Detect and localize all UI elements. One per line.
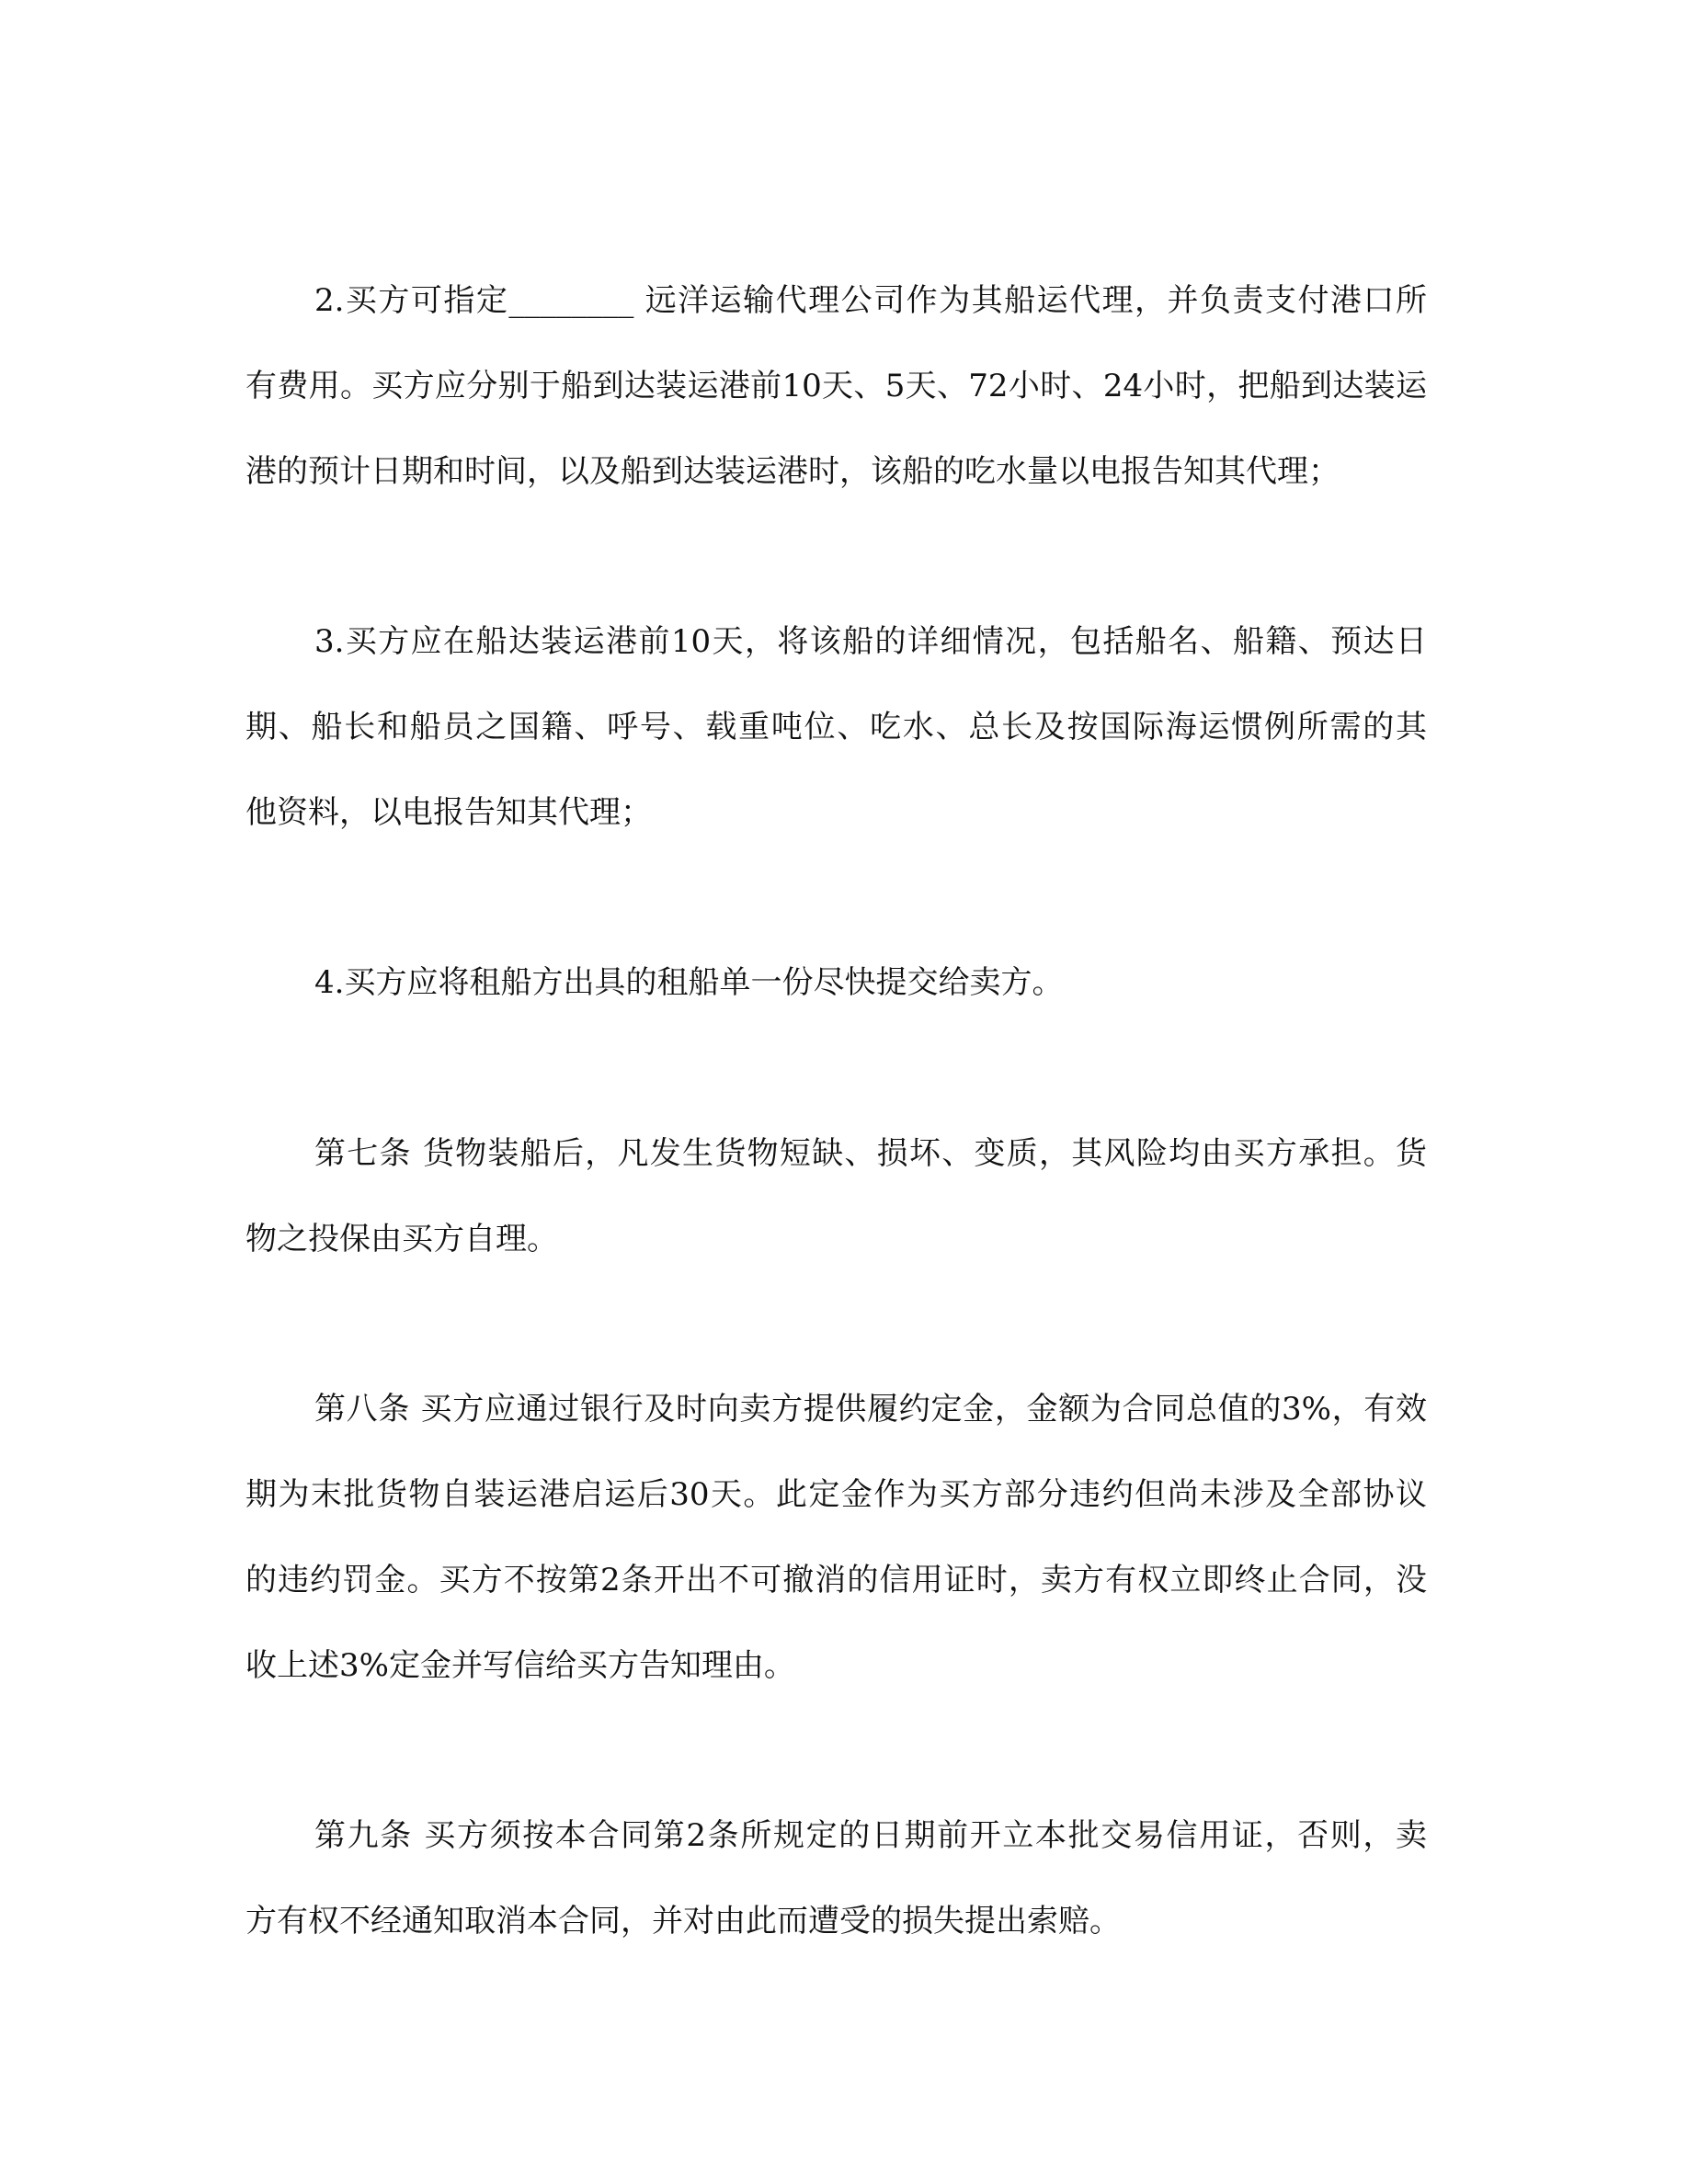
- paragraph-line: 第八条 买方应通过银行及时向卖方提供履约定金，金额为合同总值的3%，有效: [314, 1391, 1427, 1428]
- paragraph-line: 期、船长和船员之国籍、呼号、载重吨位、吃水、总长及按国际海运惯例所需的其: [245, 708, 1427, 745]
- paragraph-line: 有费用。买方应分别于船到达装运港前10天、5天、72小时、24小时，把船到达装运: [245, 367, 1427, 404]
- paragraph-article-9: [245, 1793, 1427, 1964]
- paragraph-line: 方有权不经通知取消本合同，并对由此而遭受的损失提出索赔。: [245, 1903, 1121, 1940]
- paragraph-line: 3.买方应在船达装运港前10天，将该船的详细情况，包括船名、船籍、预达日: [314, 623, 1427, 661]
- paragraph-clause-3: [245, 599, 1427, 855]
- paragraph-line: 收上述3%定金并写信给买方告知理由。: [245, 1646, 795, 1684]
- paragraph-line: 第七条 货物装船后，凡发生货物短缺、损坏、变质，其风险均由买方承担。货: [314, 1134, 1427, 1172]
- paragraph-line: 第九条 买方须按本合同第2条所规定的日期前开立本批交易信用证，否则，卖: [314, 1817, 1427, 1855]
- paragraph-article-8: [245, 1367, 1427, 1708]
- paragraph-line: 期为末批货物自装运港启运后30天。此定金作为买方部分违约但尚未涉及全部协议: [245, 1476, 1427, 1514]
- document-body: [245, 258, 1427, 2050]
- paragraph-line: 物之投保由买方自理。: [245, 1220, 558, 1257]
- paragraph-clause-4: [245, 940, 1427, 1026]
- paragraph-line: 4.买方应将租船方出具的租船单一份尽快提交给卖方。: [314, 964, 1064, 1002]
- paragraph-line: 他资料，以电报告知其代理；: [245, 793, 652, 831]
- paragraph-line: 2.买方可指定________ 远洋运输代理公司作为其船运代理，并负责支付港口所: [314, 282, 1427, 319]
- paragraph-line: 的违约罚金。买方不按第2条开出不可撤消的信用证时，卖方有权立即终止合同，没: [245, 1561, 1427, 1598]
- paragraph-line: 港的预计日期和时间，以及船到达装运港时，该船的吃水量以电报告知其代理；: [245, 452, 1340, 490]
- paragraph-article-7: [245, 1111, 1427, 1282]
- paragraph-clause-2: [245, 258, 1427, 514]
